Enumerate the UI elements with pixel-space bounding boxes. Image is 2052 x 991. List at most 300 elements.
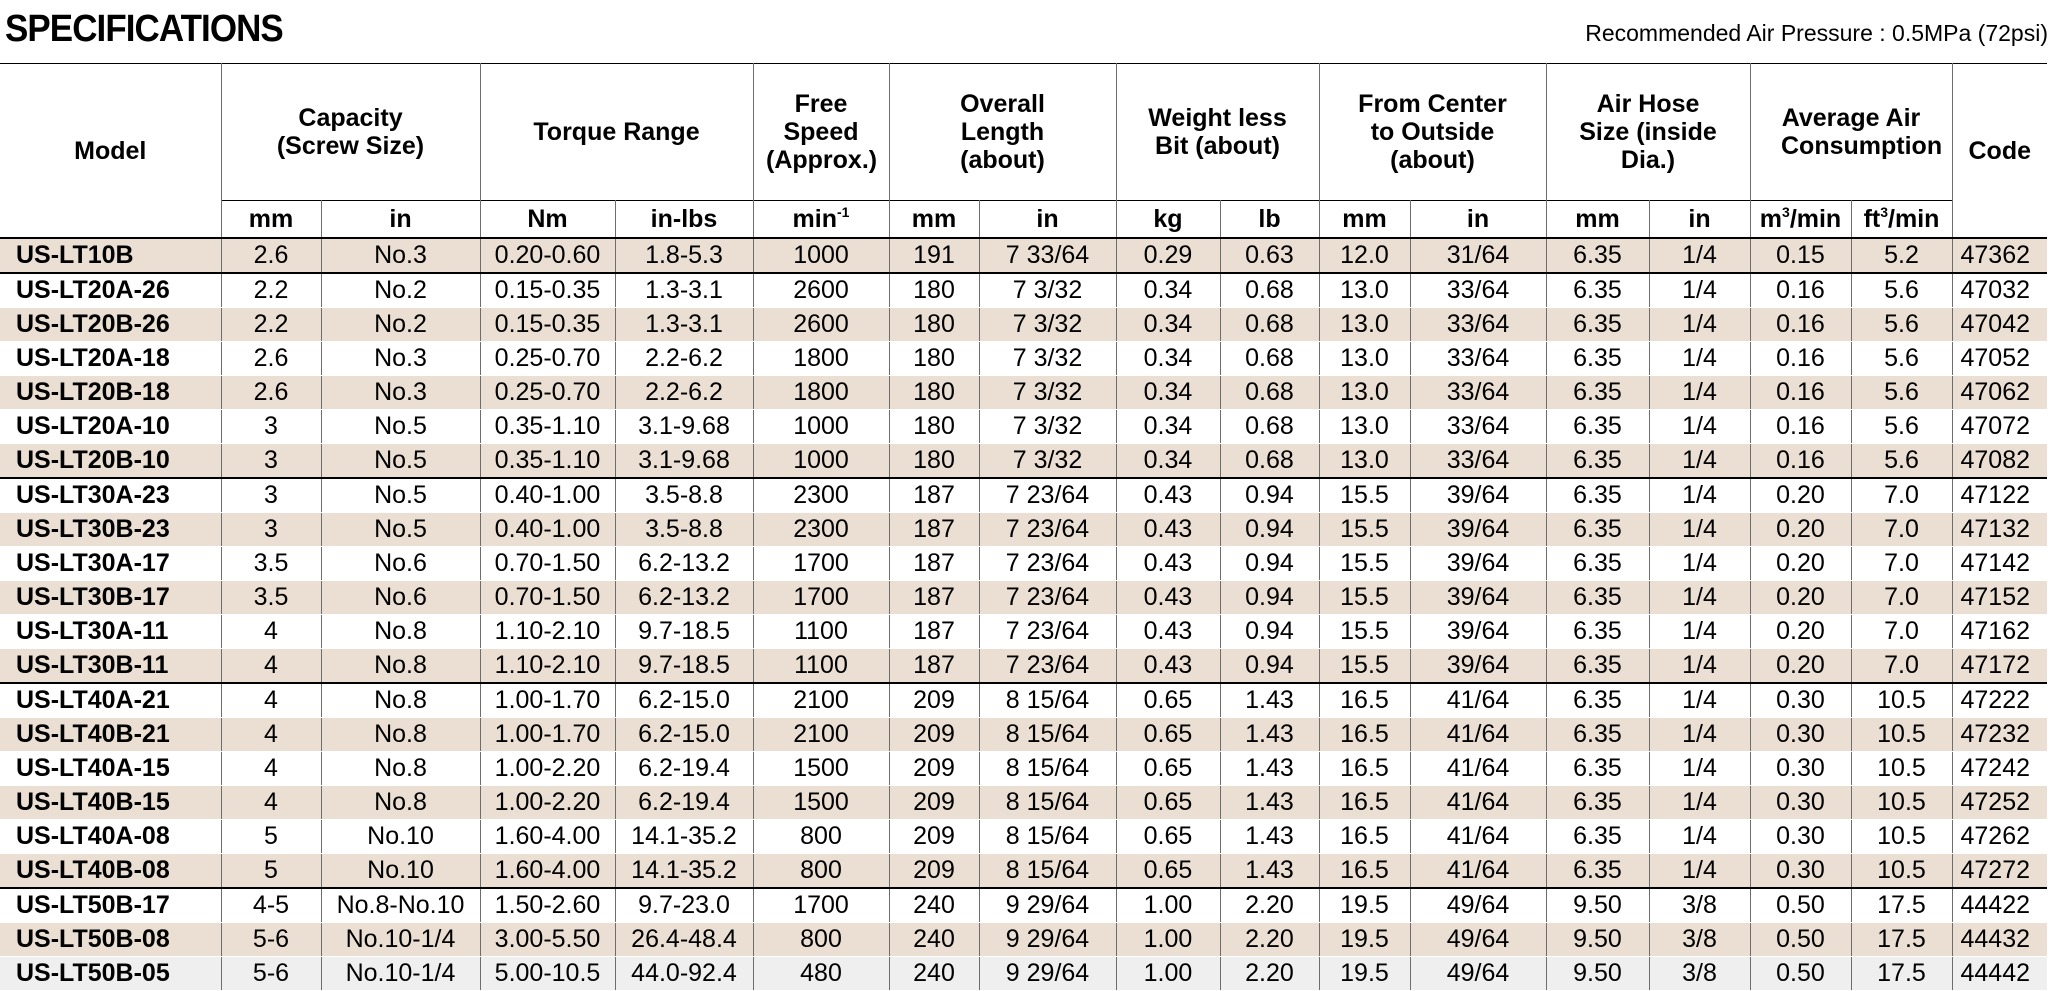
- cell-free-speed: 1700: [753, 547, 889, 581]
- cell-free-speed: 2600: [753, 308, 889, 342]
- cell-length-in: 7 23/64: [979, 513, 1116, 547]
- cell-model: US-LT20A-18: [0, 342, 221, 376]
- cell-torque-nm: 1.50-2.60: [480, 888, 615, 923]
- cell-center-mm: 15.5: [1319, 615, 1410, 649]
- cell-length-in: 7 23/64: [979, 615, 1116, 649]
- cell-center-mm: 15.5: [1319, 649, 1410, 684]
- cell-capacity-mm: 2.6: [221, 376, 321, 410]
- cell-center-in: 49/64: [1410, 888, 1546, 923]
- header-free-speed: [753, 64, 889, 201]
- cell-torque-inlbs: 1.8-5.3: [615, 238, 753, 273]
- cell-weight-kg: 0.65: [1116, 718, 1220, 752]
- cell-torque-inlbs: 6.2-15.0: [615, 683, 753, 718]
- cell-weight-kg: 0.65: [1116, 752, 1220, 786]
- cell-free-speed: 800: [753, 923, 889, 957]
- cell-consumption-m3: 0.50: [1750, 957, 1851, 991]
- header-weight-label: Weight less Bit (about): [1148, 104, 1287, 160]
- cell-center-mm: 16.5: [1319, 683, 1410, 718]
- cell-weight-kg: 0.43: [1116, 581, 1220, 615]
- cell-length-mm: 180: [889, 308, 979, 342]
- unit-torque-nm: Nm: [480, 201, 615, 239]
- cell-length-in: 7 3/32: [979, 376, 1116, 410]
- cell-hose-in: 1/4: [1649, 786, 1750, 820]
- page-title: SPECIFICATIONS: [5, 8, 283, 50]
- cell-length-mm: 209: [889, 718, 979, 752]
- cell-model: US-LT20B-18: [0, 376, 221, 410]
- cell-weight-kg: 0.29: [1116, 238, 1220, 273]
- cell-hose-mm: 6.35: [1546, 342, 1649, 376]
- cell-hose-in: 1/4: [1649, 410, 1750, 444]
- cell-torque-nm: 0.40-1.00: [480, 513, 615, 547]
- cell-free-speed: 1700: [753, 888, 889, 923]
- cell-length-in: 8 15/64: [979, 820, 1116, 854]
- cell-code: 47152: [1952, 581, 2047, 615]
- cell-center-mm: 19.5: [1319, 923, 1410, 957]
- table-row: [0, 752, 2047, 786]
- cell-weight-lb: 0.68: [1220, 444, 1319, 479]
- cell-consumption-m3: 0.16: [1750, 376, 1851, 410]
- cell-capacity-mm: 2.2: [221, 308, 321, 342]
- cell-capacity-mm: 5-6: [221, 923, 321, 957]
- cell-hose-mm: 6.35: [1546, 649, 1649, 684]
- cell-length-in: 7 23/64: [979, 649, 1116, 684]
- cell-center-in: 39/64: [1410, 615, 1546, 649]
- unit-center-in: in: [1410, 201, 1546, 239]
- unit-consumption-ft3: [1851, 201, 1952, 239]
- cell-model: US-LT20A-26: [0, 273, 221, 308]
- cell-center-in: 49/64: [1410, 957, 1546, 991]
- cell-torque-inlbs: 44.0-92.4: [615, 957, 753, 991]
- cell-weight-lb: 1.43: [1220, 854, 1319, 889]
- cell-free-speed: 1000: [753, 410, 889, 444]
- cell-length-in: 8 15/64: [979, 683, 1116, 718]
- cell-length-in: 7 3/32: [979, 444, 1116, 479]
- cell-model: US-LT20B-10: [0, 444, 221, 479]
- cell-weight-lb: 0.68: [1220, 376, 1319, 410]
- cell-model: US-LT40B-15: [0, 786, 221, 820]
- cell-center-in: 33/64: [1410, 410, 1546, 444]
- cell-center-mm: 15.5: [1319, 547, 1410, 581]
- table-row: [0, 376, 2047, 410]
- cell-code: 47232: [1952, 718, 2047, 752]
- cell-free-speed: 2300: [753, 478, 889, 513]
- cell-center-mm: 15.5: [1319, 581, 1410, 615]
- cell-consumption-ft3: 10.5: [1851, 683, 1952, 718]
- cell-capacity-in: No.3: [321, 238, 480, 273]
- unit-consumption-m3-tail: /min: [1789, 204, 1842, 233]
- cell-capacity-mm: 2.6: [221, 342, 321, 376]
- cell-hose-mm: 6.35: [1546, 752, 1649, 786]
- cell-length-mm: 209: [889, 820, 979, 854]
- cell-capacity-in: No.10-1/4: [321, 923, 480, 957]
- table-row: [0, 410, 2047, 444]
- cell-torque-nm: 0.20-0.60: [480, 238, 615, 273]
- cell-hose-mm: 6.35: [1546, 238, 1649, 273]
- cell-torque-inlbs: 6.2-13.2: [615, 547, 753, 581]
- cell-weight-kg: 0.34: [1116, 342, 1220, 376]
- cell-hose-in: 1/4: [1649, 478, 1750, 513]
- cell-length-in: 9 29/64: [979, 923, 1116, 957]
- unit-free-speed-base: min: [792, 204, 837, 233]
- cell-center-in: 41/64: [1410, 786, 1546, 820]
- cell-model: US-LT40B-21: [0, 718, 221, 752]
- table-row: [0, 649, 2047, 684]
- cell-consumption-m3: 0.30: [1750, 786, 1851, 820]
- cell-hose-in: 1/4: [1649, 683, 1750, 718]
- cell-weight-lb: 2.20: [1220, 957, 1319, 991]
- cell-center-mm: 16.5: [1319, 786, 1410, 820]
- cell-capacity-in: No.10: [321, 820, 480, 854]
- cell-hose-mm: 6.35: [1546, 718, 1649, 752]
- cell-length-in: 7 3/32: [979, 410, 1116, 444]
- cell-model: US-LT20B-26: [0, 308, 221, 342]
- cell-consumption-ft3: 5.6: [1851, 376, 1952, 410]
- cell-hose-in: 1/4: [1649, 547, 1750, 581]
- header-overall-length-label: Overall Length (about): [960, 90, 1045, 174]
- cell-free-speed: 1700: [753, 581, 889, 615]
- unit-length-mm: mm: [889, 201, 979, 239]
- cell-torque-inlbs: 1.3-3.1: [615, 308, 753, 342]
- cell-consumption-ft3: 5.6: [1851, 273, 1952, 308]
- cell-weight-kg: 1.00: [1116, 888, 1220, 923]
- cell-length-mm: 240: [889, 888, 979, 923]
- cell-code: 47072: [1952, 410, 2047, 444]
- cell-capacity-in: No.8: [321, 649, 480, 684]
- cell-consumption-ft3: 7.0: [1851, 478, 1952, 513]
- cell-free-speed: 1100: [753, 649, 889, 684]
- cell-weight-lb: 0.94: [1220, 615, 1319, 649]
- header-model: Model: [0, 64, 221, 239]
- cell-center-mm: 15.5: [1319, 478, 1410, 513]
- cell-capacity-in: No.5: [321, 513, 480, 547]
- cell-length-mm: 191: [889, 238, 979, 273]
- cell-torque-nm: 0.25-0.70: [480, 376, 615, 410]
- cell-center-mm: 13.0: [1319, 444, 1410, 479]
- cell-capacity-in: No.6: [321, 547, 480, 581]
- cell-hose-mm: 6.35: [1546, 854, 1649, 889]
- cell-consumption-ft3: 10.5: [1851, 786, 1952, 820]
- cell-length-mm: 187: [889, 615, 979, 649]
- cell-length-mm: 187: [889, 547, 979, 581]
- cell-center-in: 49/64: [1410, 923, 1546, 957]
- cell-capacity-mm: 3: [221, 513, 321, 547]
- cell-weight-kg: 0.34: [1116, 273, 1220, 308]
- table-row: [0, 478, 2047, 513]
- cell-hose-in: 1/4: [1649, 513, 1750, 547]
- cell-center-in: 39/64: [1410, 581, 1546, 615]
- cell-torque-nm: 3.00-5.50: [480, 923, 615, 957]
- unit-capacity-mm: mm: [221, 201, 321, 239]
- cell-length-mm: 187: [889, 513, 979, 547]
- cell-center-mm: 19.5: [1319, 957, 1410, 991]
- cell-weight-lb: 2.20: [1220, 923, 1319, 957]
- cell-code: 47272: [1952, 854, 2047, 889]
- cell-weight-lb: 0.94: [1220, 513, 1319, 547]
- cell-weight-kg: 0.43: [1116, 478, 1220, 513]
- unit-consumption-m3: [1750, 201, 1851, 239]
- cell-model: US-LT40A-08: [0, 820, 221, 854]
- cell-center-mm: 16.5: [1319, 718, 1410, 752]
- cell-weight-lb: 1.43: [1220, 683, 1319, 718]
- cell-length-in: 9 29/64: [979, 957, 1116, 991]
- cell-weight-kg: 1.00: [1116, 957, 1220, 991]
- table-row: [0, 957, 2047, 991]
- table-row: [0, 820, 2047, 854]
- cell-hose-mm: 6.35: [1546, 376, 1649, 410]
- cell-torque-inlbs: 6.2-15.0: [615, 718, 753, 752]
- cell-torque-inlbs: 14.1-35.2: [615, 854, 753, 889]
- unit-free-speed: [753, 201, 889, 239]
- cell-code: 47162: [1952, 615, 2047, 649]
- cell-consumption-ft3: 10.5: [1851, 854, 1952, 889]
- cell-weight-lb: 0.94: [1220, 547, 1319, 581]
- cell-consumption-m3: 0.30: [1750, 683, 1851, 718]
- cell-capacity-in: No.5: [321, 478, 480, 513]
- cell-free-speed: 1000: [753, 444, 889, 479]
- cell-length-mm: 209: [889, 854, 979, 889]
- cell-weight-kg: 0.43: [1116, 513, 1220, 547]
- cell-center-in: 33/64: [1410, 308, 1546, 342]
- cell-hose-mm: 6.35: [1546, 615, 1649, 649]
- cell-hose-in: 1/4: [1649, 273, 1750, 308]
- cell-hose-in: 1/4: [1649, 820, 1750, 854]
- cell-consumption-ft3: 7.0: [1851, 649, 1952, 684]
- cell-hose-mm: 6.35: [1546, 513, 1649, 547]
- cell-weight-lb: 0.68: [1220, 410, 1319, 444]
- cell-length-in: 7 33/64: [979, 238, 1116, 273]
- cell-capacity-in: No.2: [321, 308, 480, 342]
- cell-hose-in: 1/4: [1649, 649, 1750, 684]
- cell-free-speed: 1500: [753, 786, 889, 820]
- cell-capacity-in: No.8-No.10: [321, 888, 480, 923]
- cell-free-speed: 2300: [753, 513, 889, 547]
- cell-hose-in: 1/4: [1649, 854, 1750, 889]
- cell-consumption-ft3: 5.6: [1851, 342, 1952, 376]
- cell-code: 47032: [1952, 273, 2047, 308]
- cell-consumption-ft3: 7.0: [1851, 615, 1952, 649]
- cell-hose-in: 1/4: [1649, 615, 1750, 649]
- cell-free-speed: 480: [753, 957, 889, 991]
- cell-consumption-m3: 0.20: [1750, 478, 1851, 513]
- header-air-consumption: [1750, 64, 1952, 201]
- cell-consumption-ft3: 17.5: [1851, 923, 1952, 957]
- cell-capacity-mm: 4: [221, 649, 321, 684]
- cell-consumption-m3: 0.30: [1750, 718, 1851, 752]
- cell-consumption-ft3: 5.6: [1851, 410, 1952, 444]
- cell-length-mm: 187: [889, 478, 979, 513]
- cell-length-mm: 180: [889, 273, 979, 308]
- cell-center-mm: 13.0: [1319, 308, 1410, 342]
- table-row: [0, 786, 2047, 820]
- cell-hose-mm: 6.35: [1546, 683, 1649, 718]
- cell-torque-nm: 1.00-2.20: [480, 752, 615, 786]
- cell-length-in: 8 15/64: [979, 718, 1116, 752]
- cell-capacity-mm: 3: [221, 410, 321, 444]
- cell-consumption-m3: 0.20: [1750, 581, 1851, 615]
- cell-consumption-m3: 0.20: [1750, 547, 1851, 581]
- cell-torque-nm: 0.15-0.35: [480, 308, 615, 342]
- cell-torque-inlbs: 2.2-6.2: [615, 376, 753, 410]
- table-row: [0, 444, 2047, 479]
- unit-weight-lb: lb: [1220, 201, 1319, 239]
- cell-length-mm: 180: [889, 342, 979, 376]
- cell-length-in: 8 15/64: [979, 786, 1116, 820]
- cell-consumption-ft3: 5.6: [1851, 444, 1952, 479]
- cell-consumption-ft3: 7.0: [1851, 581, 1952, 615]
- specifications-table: [0, 63, 2047, 991]
- cell-free-speed: 1800: [753, 342, 889, 376]
- cell-consumption-m3: 0.20: [1750, 649, 1851, 684]
- cell-code: 47052: [1952, 342, 2047, 376]
- cell-model: US-LT10B: [0, 238, 221, 273]
- cell-torque-nm: 0.35-1.10: [480, 444, 615, 479]
- cell-weight-kg: 0.34: [1116, 308, 1220, 342]
- cell-capacity-mm: 4: [221, 718, 321, 752]
- specifications-body: [0, 238, 2047, 991]
- cell-weight-kg: 0.65: [1116, 786, 1220, 820]
- cell-length-in: 7 23/64: [979, 478, 1116, 513]
- cell-center-mm: 15.5: [1319, 513, 1410, 547]
- cell-torque-inlbs: 9.7-18.5: [615, 649, 753, 684]
- cell-hose-mm: 6.35: [1546, 444, 1649, 479]
- cell-torque-nm: 0.25-0.70: [480, 342, 615, 376]
- cell-center-in: 33/64: [1410, 444, 1546, 479]
- cell-model: US-LT30A-23: [0, 478, 221, 513]
- cell-length-in: 7 3/32: [979, 308, 1116, 342]
- cell-length-mm: 209: [889, 683, 979, 718]
- cell-torque-inlbs: 3.1-9.68: [615, 410, 753, 444]
- cell-consumption-m3: 0.30: [1750, 820, 1851, 854]
- cell-weight-kg: 0.65: [1116, 820, 1220, 854]
- cell-capacity-mm: 4: [221, 752, 321, 786]
- cell-torque-nm: 0.70-1.50: [480, 581, 615, 615]
- table-row: [0, 683, 2047, 718]
- cell-hose-in: 3/8: [1649, 888, 1750, 923]
- cell-torque-nm: 1.00-1.70: [480, 718, 615, 752]
- cell-weight-lb: 2.20: [1220, 888, 1319, 923]
- cell-capacity-in: No.5: [321, 444, 480, 479]
- cell-hose-in: 1/4: [1649, 308, 1750, 342]
- cell-capacity-mm: 4: [221, 683, 321, 718]
- cell-length-mm: 240: [889, 923, 979, 957]
- table-row: [0, 308, 2047, 342]
- unit-capacity-in: in: [321, 201, 480, 239]
- cell-torque-nm: 1.60-4.00: [480, 854, 615, 889]
- cell-weight-lb: 1.43: [1220, 820, 1319, 854]
- cell-center-mm: 16.5: [1319, 820, 1410, 854]
- cell-model: US-LT30A-17: [0, 547, 221, 581]
- cell-free-speed: 1100: [753, 615, 889, 649]
- cell-code: 47262: [1952, 820, 2047, 854]
- cell-torque-nm: 1.10-2.10: [480, 615, 615, 649]
- cell-capacity-in: No.8: [321, 718, 480, 752]
- cell-weight-lb: 1.43: [1220, 786, 1319, 820]
- cell-length-mm: 209: [889, 752, 979, 786]
- cell-torque-nm: 0.35-1.10: [480, 410, 615, 444]
- unit-consumption-ft3-tail: /min: [1888, 204, 1940, 233]
- cell-code: 44432: [1952, 923, 2047, 957]
- unit-torque-inlbs: in-lbs: [615, 201, 753, 239]
- cell-center-mm: 13.0: [1319, 273, 1410, 308]
- header-capacity: [221, 64, 480, 201]
- cell-capacity-in: No.10: [321, 854, 480, 889]
- table-row: [0, 547, 2047, 581]
- cell-hose-mm: 9.50: [1546, 957, 1649, 991]
- cell-center-mm: 19.5: [1319, 888, 1410, 923]
- header-center-outside: [1319, 64, 1546, 201]
- cell-free-speed: 2100: [753, 718, 889, 752]
- cell-hose-in: 1/4: [1649, 752, 1750, 786]
- cell-torque-inlbs: 9.7-23.0: [615, 888, 753, 923]
- cell-capacity-mm: 3: [221, 478, 321, 513]
- cell-torque-nm: 1.60-4.00: [480, 820, 615, 854]
- unit-weight-kg: kg: [1116, 201, 1220, 239]
- cell-length-in: 7 23/64: [979, 581, 1116, 615]
- cell-capacity-in: No.3: [321, 342, 480, 376]
- cell-hose-in: 1/4: [1649, 581, 1750, 615]
- cell-free-speed: 1000: [753, 238, 889, 273]
- cell-free-speed: 800: [753, 820, 889, 854]
- cell-torque-inlbs: 6.2-19.4: [615, 786, 753, 820]
- header-torque-range: Torque Range: [480, 64, 753, 201]
- cell-capacity-mm: 3: [221, 444, 321, 479]
- cell-torque-nm: 0.40-1.00: [480, 478, 615, 513]
- cell-length-in: 8 15/64: [979, 752, 1116, 786]
- cell-free-speed: 2100: [753, 683, 889, 718]
- cell-code: 47362: [1952, 238, 2047, 273]
- cell-weight-lb: 0.63: [1220, 238, 1319, 273]
- header-air-hose-label: Air Hose Size (inside Dia.): [1579, 90, 1717, 174]
- cell-code: 47252: [1952, 786, 2047, 820]
- cell-weight-lb: 0.68: [1220, 342, 1319, 376]
- cell-weight-lb: 0.94: [1220, 649, 1319, 684]
- cell-hose-mm: 6.35: [1546, 547, 1649, 581]
- cell-consumption-ft3: 7.0: [1851, 547, 1952, 581]
- cell-length-in: 7 3/32: [979, 342, 1116, 376]
- cell-consumption-ft3: 7.0: [1851, 513, 1952, 547]
- unit-consumption-m3-base: m: [1759, 204, 1783, 233]
- unit-hose-mm: mm: [1546, 201, 1649, 239]
- cell-center-in: 33/64: [1410, 273, 1546, 308]
- cell-torque-inlbs: 3.5-8.8: [615, 513, 753, 547]
- cell-consumption-ft3: 5.6: [1851, 308, 1952, 342]
- unit-consumption-ft3-base: ft: [1863, 204, 1881, 233]
- cell-weight-lb: 0.68: [1220, 273, 1319, 308]
- cell-consumption-m3: 0.50: [1750, 888, 1851, 923]
- cell-capacity-mm: 5: [221, 854, 321, 889]
- cell-hose-mm: 6.35: [1546, 478, 1649, 513]
- cell-length-in: 8 15/64: [979, 854, 1116, 889]
- cell-capacity-mm: 3.5: [221, 581, 321, 615]
- cell-capacity-in: No.6: [321, 581, 480, 615]
- cell-center-in: 41/64: [1410, 752, 1546, 786]
- cell-weight-lb: 0.94: [1220, 581, 1319, 615]
- cell-length-mm: 180: [889, 376, 979, 410]
- cell-consumption-m3: 0.50: [1750, 923, 1851, 957]
- cell-capacity-in: No.8: [321, 752, 480, 786]
- header-unit-row: [0, 201, 2047, 239]
- cell-capacity-mm: 5-6: [221, 957, 321, 991]
- cell-consumption-m3: 0.16: [1750, 308, 1851, 342]
- cell-capacity-in: No.10-1/4: [321, 957, 480, 991]
- cell-length-mm: 187: [889, 581, 979, 615]
- cell-torque-nm: 0.70-1.50: [480, 547, 615, 581]
- cell-hose-mm: 9.50: [1546, 923, 1649, 957]
- cell-code: 47222: [1952, 683, 2047, 718]
- cell-consumption-m3: 0.16: [1750, 342, 1851, 376]
- cell-length-mm: 180: [889, 444, 979, 479]
- cell-length-in: 7 23/64: [979, 547, 1116, 581]
